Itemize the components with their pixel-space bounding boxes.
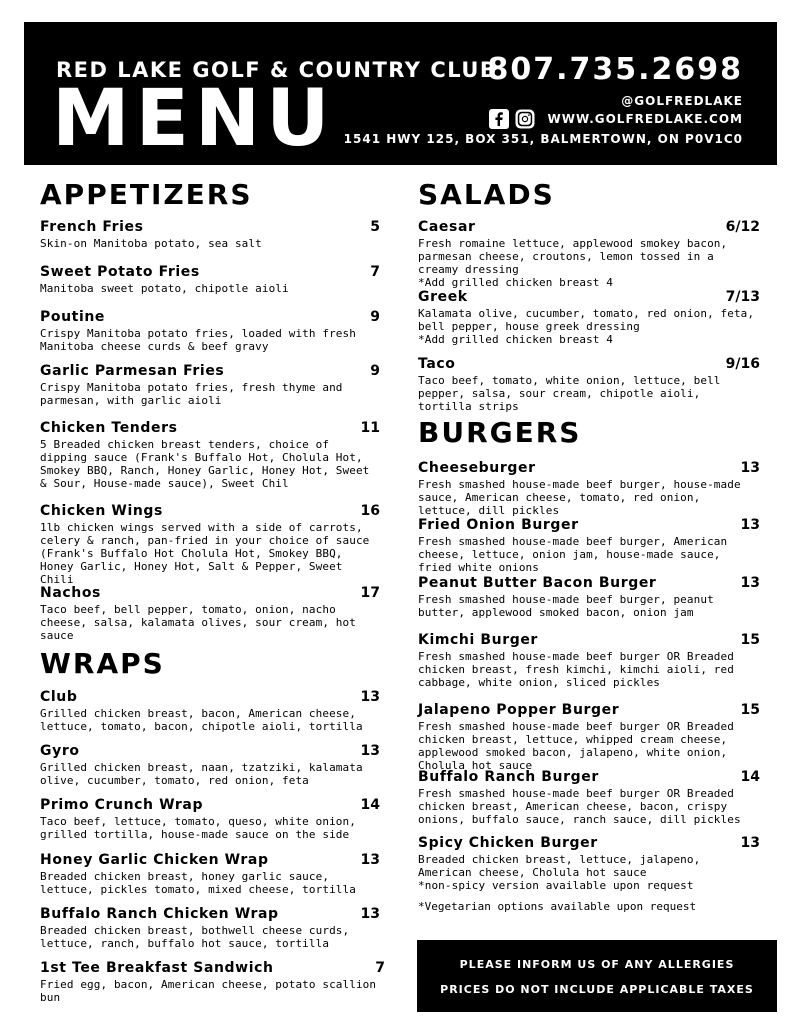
item-price: 9	[370, 309, 380, 325]
item-description: Crispy Manitoba potato fries, fresh thyme and parmesan, with garlic aioli	[40, 381, 343, 407]
item-name: Spicy Chicken Burger	[418, 835, 598, 851]
facebook-icon[interactable]	[489, 109, 509, 129]
item-description: Fresh smashed house-made beef burger, house-made sauce, American cheese, tomato, red onion, lettuce, dill pickles	[418, 478, 741, 517]
item-description: Breaded chicken breast, lettuce, jalapeno, American cheese, Cholula hot sauce	[418, 853, 701, 879]
item-price: 13	[360, 689, 380, 705]
menu-item	[418, 702, 760, 772]
item-price: 14	[360, 797, 380, 813]
item-description: Grilled chicken breast, naan, tzatziki, kalamata olive, cucumber, tomato, red onion, feta	[40, 761, 363, 787]
menu-item	[40, 743, 380, 787]
notice-box	[417, 940, 777, 1012]
item-description: Crispy Manitoba potato fries, loaded with fresh Manitoba cheese curds & beef gravy	[40, 327, 356, 353]
website-link[interactable]: WWW.GOLFREDLAKE.COM	[547, 112, 743, 126]
menu-item	[40, 309, 380, 353]
item-price: 13	[740, 575, 760, 591]
menu-item	[40, 264, 380, 295]
item-name: Buffalo Ranch Burger	[418, 769, 599, 785]
item-name: Primo Crunch Wrap	[40, 797, 204, 813]
item-price: 9	[370, 363, 380, 379]
club-name: RED LAKE GOLF & COUNTRY CLUB	[56, 58, 498, 82]
item-price: 6/12	[725, 219, 760, 235]
item-price: 9/16	[725, 356, 760, 372]
menu-item	[418, 835, 760, 892]
social-row	[489, 109, 743, 129]
allergy-notice: PLEASE INFORM US OF ANY ALLERGIES	[459, 958, 735, 971]
menu-item	[418, 289, 760, 346]
menu-item	[418, 219, 760, 289]
item-description: Taco beef, lettuce, tomato, queso, white onion, grilled tortilla, house-made sauce on the side	[40, 815, 356, 841]
item-price: 17	[360, 585, 380, 601]
item-name: Fried Onion Burger	[418, 517, 579, 533]
item-description: Taco beef, tomato, white onion, lettuce, bell pepper, salsa, sour cream, chipotle aioli, tortilla strips	[418, 374, 721, 413]
item-price: 13	[360, 906, 380, 922]
menu-item	[418, 632, 760, 689]
item-price: 13	[360, 852, 380, 868]
item-name: Sweet Potato Fries	[40, 264, 200, 280]
item-note: *non-spicy version available upon request	[418, 879, 694, 892]
section-title-salads: SALADS	[418, 178, 555, 211]
section-title-appetizers: APPETIZERS	[40, 178, 253, 211]
item-name: Jalapeno Popper Burger	[418, 702, 620, 718]
item-price: 16	[360, 503, 380, 519]
item-name: Caesar	[418, 219, 476, 235]
item-price: 11	[360, 420, 380, 436]
instagram-icon[interactable]	[515, 109, 535, 129]
section-title-wraps: WRAPS	[40, 647, 165, 680]
item-description: Fresh smashed house-made beef burger, American cheese, lettuce, onion jam, house-made sauce, fried white onions	[418, 535, 728, 574]
item-note: *Add grilled chicken breast 4	[418, 333, 613, 346]
social-handle: @GOLFREDLAKE	[621, 94, 743, 108]
item-name: Nachos	[40, 585, 101, 601]
item-price: 7/13	[725, 289, 760, 305]
menu-header	[24, 22, 777, 165]
menu-title: MENU	[52, 74, 336, 164]
item-price: 13	[740, 517, 760, 533]
item-price: 13	[360, 743, 380, 759]
item-price: 13	[740, 835, 760, 851]
item-description: Fresh smashed house-made beef burger OR Breaded chicken breast, fresh kimchi, kimchi aioli, red cabbage, white onion, sliced pickles	[418, 650, 734, 689]
item-note: *Add grilled chicken breast 4	[418, 276, 613, 289]
item-description: 1lb chicken wings served with a side of carrots, celery & ranch, pan-fried in your choice of sauce (Frank's Buffalo Hot Cholula Hot, Smokey BBQ, Honey Garlic, Honey Hot, Salt & Pepper, Sweet Chili	[40, 521, 370, 586]
item-price: 7	[375, 960, 385, 976]
menu-item	[418, 517, 760, 574]
item-name: Poutine	[40, 309, 105, 325]
tax-notice: PRICES DO NOT INCLUDE APPLICABLE TAXES	[440, 983, 754, 996]
item-name: Buffalo Ranch Chicken Wrap	[40, 906, 279, 922]
menu-item	[40, 219, 380, 250]
menu-item	[40, 960, 385, 1004]
item-description: Kalamata olive, cucumber, tomato, red onion, feta, bell pepper, house greek dressing	[418, 307, 755, 333]
item-name: Peanut Butter Bacon Burger	[418, 575, 657, 591]
menu-item	[40, 852, 380, 896]
menu-item	[418, 575, 760, 619]
item-name: Greek	[418, 289, 468, 305]
club-address: 1541 HWY 125, BOX 351, BALMERTOWN, ON P0V1C0	[343, 132, 743, 146]
item-name: Gyro	[40, 743, 80, 759]
item-description: Fresh smashed house-made beef burger OR Breaded chicken breast, lettuce, whipped cream cheese, applewood smoked bacon, jalapeno, white onion, Cholula hot sauce	[418, 720, 734, 772]
item-price: 7	[370, 264, 380, 280]
menu-item	[418, 356, 760, 413]
phone-number[interactable]: 807.735.2698	[487, 52, 743, 87]
menu-item	[40, 906, 380, 950]
item-name: Kimchi Burger	[418, 632, 538, 648]
menu-item	[418, 460, 760, 517]
item-name: Chicken Wings	[40, 503, 163, 519]
item-name: Chicken Tenders	[40, 420, 178, 436]
item-description: Breaded chicken breast, honey garlic sauce, lettuce, pickles tomato, mixed cheese, tortilla	[40, 870, 356, 896]
menu-item	[40, 503, 380, 586]
item-name: 1st Tee Breakfast Sandwich	[40, 960, 274, 976]
item-description: Manitoba sweet potato, chipotle aioli	[40, 282, 289, 295]
vegetarian-note: *Vegetarian options available upon request	[418, 900, 697, 913]
item-description: 5 Breaded chicken breast tenders, choice of dipping sauce (Frank's Buffalo Hot, Cholula Hot, Smokey BBQ, Ranch, Honey Garlic, Honey Hot, Sweet & Sour, House-made sauce), Sweet Chil	[40, 438, 370, 490]
item-description: Taco beef, bell pepper, tomato, onion, nacho cheese, salsa, kalamata olives, sour cream, hot sauce	[40, 603, 356, 642]
item-description: Breaded chicken breast, bothwell cheese curds, lettuce, ranch, buffalo hot sauce, tortilla	[40, 924, 350, 950]
item-name: Cheeseburger	[418, 460, 536, 476]
item-description: Fresh smashed house-made beef burger, peanut butter, applewood smoked bacon, onion jam	[418, 593, 714, 619]
item-price: 15	[740, 632, 760, 648]
item-price: 5	[370, 219, 380, 235]
item-description: Skin-on Manitoba potato, sea salt	[40, 237, 262, 250]
menu-item	[40, 797, 380, 841]
item-price: 13	[740, 460, 760, 476]
menu-item	[40, 585, 380, 642]
item-price: 15	[740, 702, 760, 718]
menu-item	[40, 363, 380, 407]
item-description: Fresh romaine lettuce, applewood smokey bacon, parmesan cheese, croutons, lemon tossed in a creamy dressing	[418, 237, 728, 276]
item-price: 14	[740, 769, 760, 785]
item-description: Grilled chicken breast, bacon, American cheese, lettuce, tomato, bacon, chipotle aioli, tortilla	[40, 707, 363, 733]
item-name: Honey Garlic Chicken Wrap	[40, 852, 269, 868]
item-description: Fried egg, bacon, American cheese, potato scallion bun	[40, 978, 377, 1004]
item-name: Garlic Parmesan Fries	[40, 363, 225, 379]
item-name: Club	[40, 689, 78, 705]
menu-item	[40, 689, 380, 733]
section-title-burgers: BURGERS	[418, 416, 582, 449]
menu-item	[418, 769, 760, 826]
item-name: French Fries	[40, 219, 144, 235]
item-name: Taco	[418, 356, 456, 372]
item-description: Fresh smashed house-made beef burger OR Breaded chicken breast, American cheese, bacon, crispy onions, buffalo sauce, ranch sauce, dill pickles	[418, 787, 741, 826]
menu-item	[40, 420, 380, 490]
